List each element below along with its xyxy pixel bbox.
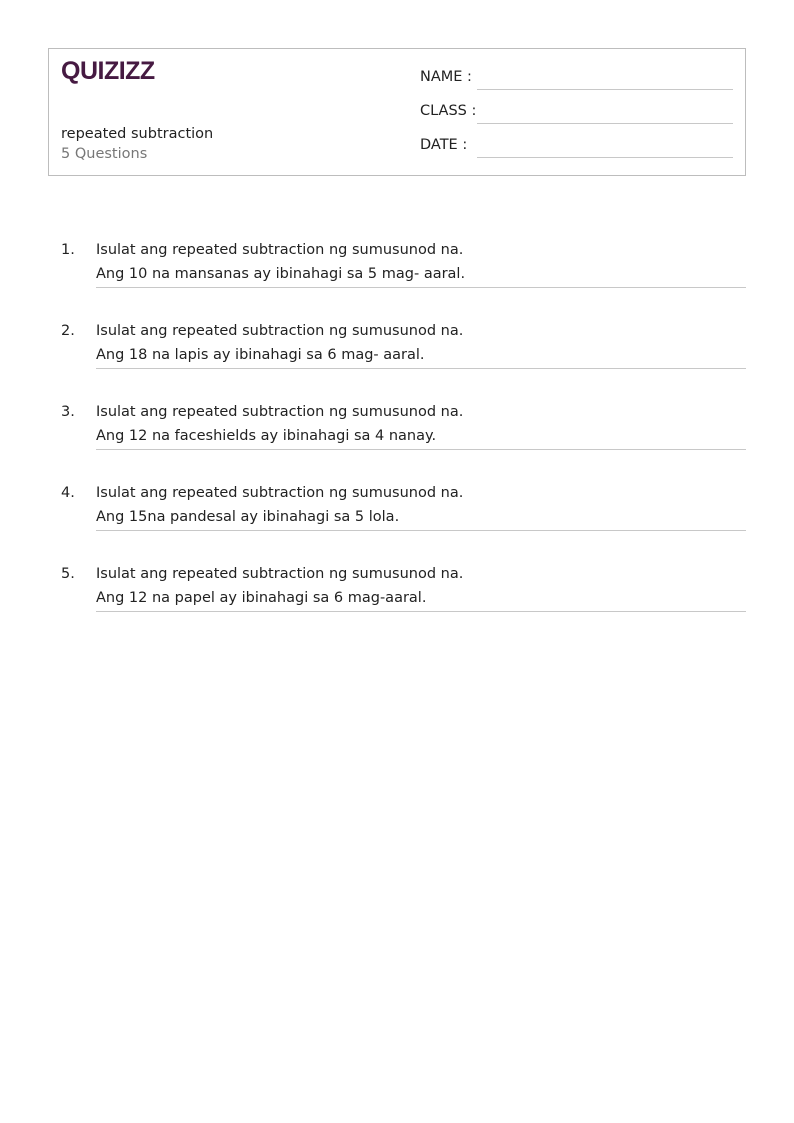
question-number: 5. <box>61 566 75 582</box>
question-text: Ang 18 na lapis ay ibinahagi sa 6 mag- aaral. <box>96 347 425 363</box>
worksheet-header <box>48 48 746 176</box>
class-label: CLASS : <box>420 103 477 119</box>
question-number: 3. <box>61 404 75 420</box>
question-prompt: Isulat ang repeated subtraction ng sumusunod na. <box>96 404 464 420</box>
question-item <box>0 566 794 626</box>
answer-line[interactable] <box>96 287 746 288</box>
question-prompt: Isulat ang repeated subtraction ng sumusunod na. <box>96 566 464 582</box>
date-field[interactable] <box>477 157 733 158</box>
question-count: 5 Questions <box>61 146 148 162</box>
answer-line[interactable] <box>96 368 746 369</box>
question-number: 1. <box>61 242 75 258</box>
question-item <box>0 404 794 464</box>
answer-line[interactable] <box>96 530 746 531</box>
question-text: Ang 10 na mansanas ay ibinahagi sa 5 mag- aaral. <box>96 266 466 282</box>
question-number: 2. <box>61 323 75 339</box>
quizizz-logo: QUIZIZZ <box>61 57 155 85</box>
class-field[interactable] <box>477 123 733 124</box>
question-item <box>0 485 794 545</box>
question-number: 4. <box>61 485 75 501</box>
worksheet-title: repeated subtraction <box>61 126 214 142</box>
question-item <box>0 242 794 302</box>
question-prompt: Isulat ang repeated subtraction ng sumusunod na. <box>96 242 464 258</box>
answer-line[interactable] <box>96 449 746 450</box>
date-label: DATE : <box>420 137 468 153</box>
name-field[interactable] <box>477 89 733 90</box>
question-text: Ang 12 na faceshields ay ibinahagi sa 4 nanay. <box>96 428 437 444</box>
question-item <box>0 323 794 383</box>
question-text: Ang 15na pandesal ay ibinahagi sa 5 lola. <box>96 509 400 525</box>
question-text: Ang 12 na papel ay ibinahagi sa 6 mag-aaral. <box>96 590 427 606</box>
name-label: NAME : <box>420 69 472 85</box>
question-prompt: Isulat ang repeated subtraction ng sumusunod na. <box>96 323 464 339</box>
question-prompt: Isulat ang repeated subtraction ng sumusunod na. <box>96 485 464 501</box>
answer-line[interactable] <box>96 611 746 612</box>
